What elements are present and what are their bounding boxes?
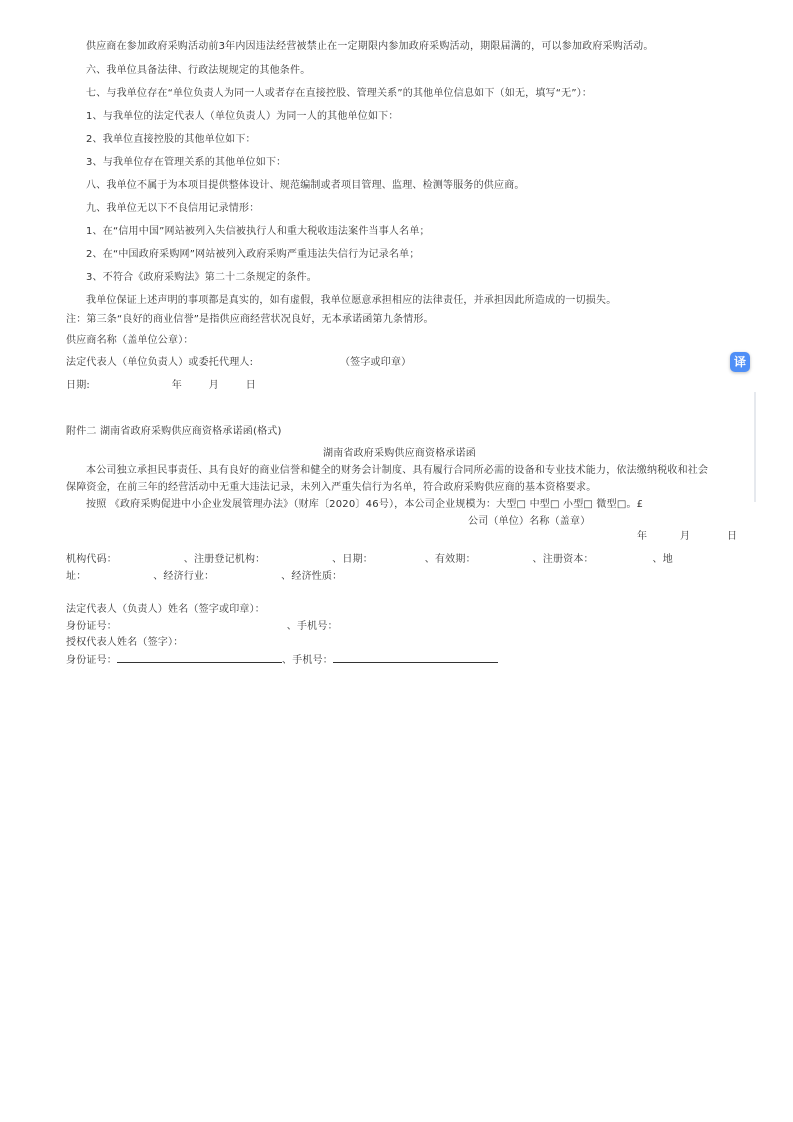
phone-label-2: 、手机号： <box>282 655 333 666</box>
attachment-day-label: 日 <box>726 531 738 542</box>
auth-rep-name-label: 授权代表人姓名（签字）： <box>66 637 184 648</box>
id-phone-row-2 <box>66 652 498 668</box>
industry-label: 、经济行业： <box>153 571 215 582</box>
month-label: 月 <box>208 380 219 391</box>
org-code-label: 机构代码： <box>66 554 117 565</box>
phone-label-1: 、手机号： <box>286 621 338 632</box>
attachment-heading: 附件二 湖南省政府采购供应商资格承诺函(格式) <box>66 426 282 437</box>
guarantee-statement: 我单位保证上述声明的事项都是真实的，如有虚假，我单位愿意承担相应的法律责任，并承担因此所造成的一切损失。 <box>86 295 617 306</box>
day-label: 日 <box>245 380 256 391</box>
phone-underline <box>333 652 498 663</box>
translate-button[interactable] <box>730 352 750 372</box>
commitment-item-7-1: 1、与我单位的法定代表人（单位负责人）为同一人的其他单位如下： <box>86 111 399 122</box>
commitment-note: 注：第三条“良好的商业信誉”是指供应商经营状况良好，无本承诺函第九条情形。 <box>66 314 434 325</box>
side-scroll-track[interactable] <box>754 392 756 502</box>
org-info-row-2 <box>66 570 342 584</box>
org-info-row-1 <box>66 553 673 567</box>
commitment-item-7: 七、与我单位存在“单位负责人为同一人或者存在直接控股、管理关系”的其他单位信息如下（如无，填写“无”）： <box>86 88 593 99</box>
legal-rep-name-label: 法定代表人（负责人）姓名（签字或印章）： <box>66 604 265 615</box>
commitment-item-9-2: 2、在“中国政府采购网”网站被列入政府采购严重违法失信行为记录名单； <box>86 249 420 260</box>
commitment-item-6: 六、我单位具备法律、行政法规规定的其他条件。 <box>86 65 311 76</box>
reg-capital-label: 、注册资本： <box>532 554 594 565</box>
id-no-label-2: 身份证号： <box>66 655 117 666</box>
supplier-name-label: 供应商名称（盖单位公章）： <box>66 335 194 346</box>
company-seal-label: 公司（单位）名称（盖章） <box>468 516 591 527</box>
nature-label: 、经济性质： <box>281 571 343 582</box>
address-label-part-2: 址： <box>66 571 87 582</box>
attachment-paragraph-2: 按照 《政府采购促进中小企业发展管理办法》（财库〔2020〕46号），本公司企业规模为：大型□ 中型□ 小型□ 微型□。£ <box>86 499 644 510</box>
commitment-line-1: 供应商在参加政府采购活动前3年内因违法经营被禁止在一定期限内参加政府采购活动，期限届满的，可以参加政府采购活动。 <box>86 41 654 52</box>
id-no-underline <box>117 652 282 663</box>
commitment-item-9-3: 3、不符合《政府采购法》第二十二条规定的条件。 <box>86 272 317 283</box>
validity-label: 、有效期： <box>424 554 476 565</box>
address-label-part-1: 、地 <box>652 554 673 565</box>
legal-rep-row <box>66 356 411 370</box>
registry-org-label: 、注册登记机构： <box>183 554 266 565</box>
year-label: 年 <box>171 380 182 391</box>
org-date-label: 、日期： <box>332 554 373 565</box>
attachment-paragraph-1-line-1: 本公司独立承担民事责任、具有良好的商业信誉和健全的财务会计制度、具有履行合同所必需的设备和专业技术能力，依法缴纳税收和社会 <box>86 465 709 476</box>
commitment-item-8: 八、我单位不属于为本项目提供整体设计、规范编制或者项目管理、监理、检测等服务的供应商。 <box>86 180 525 191</box>
sign-or-seal-label: （签字或印章） <box>339 357 412 368</box>
id-no-label-1: 身份证号： <box>66 621 117 632</box>
id-phone-row-1 <box>66 620 338 634</box>
date-label: 日期: <box>66 380 90 391</box>
attachment-title: 湖南省政府采购供应商资格承诺函 <box>323 448 476 459</box>
attachment-month-label: 月 <box>679 531 691 542</box>
translate-icon: 译 <box>733 355 746 369</box>
commitment-item-7-2: 2、我单位直接控股的其他单位如下： <box>86 134 256 145</box>
date-row <box>66 379 256 393</box>
legal-rep-label: 法定代表人（单位负责人）或委托代理人: <box>66 357 254 368</box>
commitment-item-7-3: 3、与我单位存在管理关系的其他单位如下： <box>86 157 287 168</box>
attachment-paragraph-1-line-2: 保障资金，在前三年的经营活动中无重大违法记录，未列入严重失信行为名单，符合政府采购供应商的基本资格要求。 <box>66 482 597 493</box>
commitment-item-9: 九、我单位无以下不良信用记录情形： <box>86 203 260 214</box>
attachment-year-label: 年 <box>637 531 648 542</box>
commitment-item-9-1: 1、在“信用中国”网站被列入失信被执行人和重大税收违法案件当事人名单； <box>86 226 430 237</box>
attachment-date-row <box>637 530 737 544</box>
